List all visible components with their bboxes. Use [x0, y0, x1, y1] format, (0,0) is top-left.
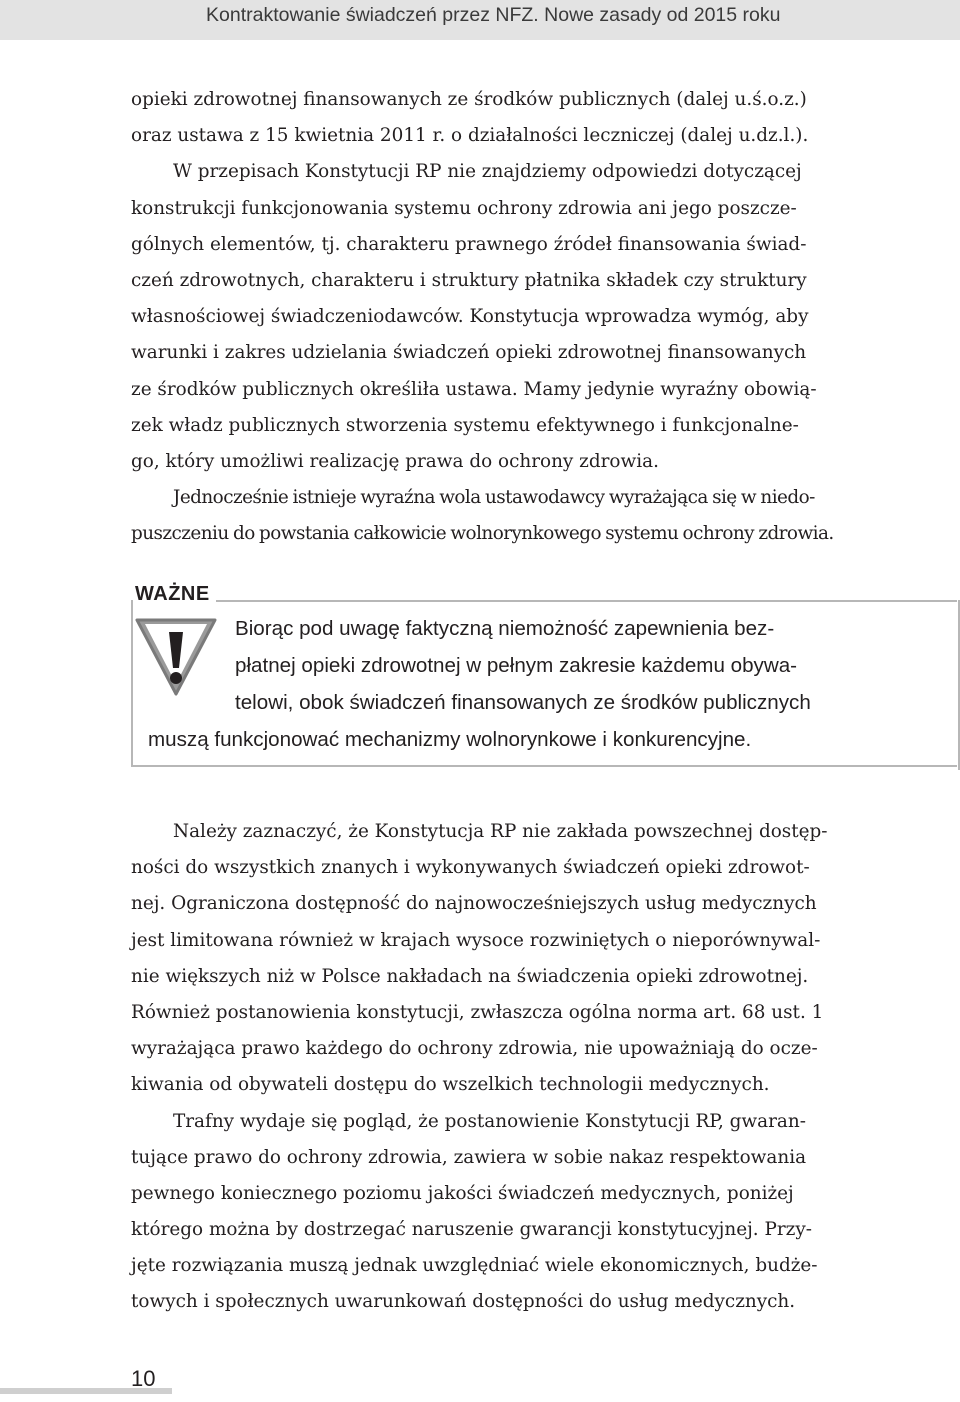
- text-line: ności do wszystkich znanych i wykonywanych świadczeń opieki zdrowot-: [131, 857, 810, 879]
- text-line: Również postanowienia konstytucji, zwłaszcza ogólna norma art. 68 ust. 1: [131, 1001, 824, 1023]
- text-line: nej. Ograniczona dostępność do najnowocześniejszych usług medycznych: [131, 893, 817, 915]
- text-line: go, który umożliwi realizację prawa do ochrony zdrowia.: [131, 450, 659, 472]
- callout-text-line: muszą funkcjonować mechanizmy wolnorynkowe i konkurencyjne.: [148, 728, 752, 751]
- text-line: oraz ustawa z 15 kwietnia 2011 r. o działalności leczniczej (dalej u.dz.l.).: [131, 125, 809, 147]
- text-line: konstrukcji funkcjonowania systemu ochrony zdrowia ani jego poszcze-: [131, 197, 797, 219]
- text-line: Trafny wydaje się pogląd, że postanowienie Konstytucji RP, gwaran-: [173, 1110, 806, 1132]
- text-line: Należy zaznaczyć, że Konstytucja RP nie zakłada powszechnej dostęp-: [173, 821, 828, 842]
- body-text-bottom: [131, 814, 960, 1321]
- text-line: własnościowej świadczeniodawców. Konstytucja wprowadza wymóg, aby: [131, 306, 809, 328]
- callout-text: [148, 610, 960, 758]
- text-line: warunki i zakres udzielania świadczeń opieki zdrowotnej finansowanych: [131, 342, 807, 364]
- text-line: puszczeniu do powstania całkowicie wolnorynkowego systemu ochrony zdrowia.: [131, 523, 834, 545]
- text-line: gólnych elementów, tj. charakteru prawnego źródeł finansowania świad-: [131, 233, 807, 255]
- body-text-top: [131, 82, 960, 552]
- callout-text-line: telowi, obok świadczeń finansowanych ze środków publicznych: [235, 691, 811, 714]
- running-header-title: Kontraktowanie świadczeń przez NFZ. Nowe zasady od 2015 roku: [206, 4, 781, 26]
- page-number: 10: [131, 1366, 156, 1391]
- text-line: towych i społecznych uwarunkowań dostępności do usług medycznych.: [131, 1291, 796, 1313]
- text-line: kiwania od obywateli dostępu do wszelkich technologii medycznych.: [131, 1074, 770, 1096]
- text-line: pewnego koniecznego poziomu jakości świadczeń medycznych, poniżej: [131, 1182, 794, 1204]
- callout-text-line: płatnej opieki zdrowotnej w pełnym zakresie każdemu obywa-: [235, 654, 798, 677]
- text-line: opieki zdrowotnej finansowanych ze środków publicznych (dalej u.ś.o.z.): [131, 89, 807, 110]
- text-line: tujące prawo do ochrony zdrowia, zawiera w sobie nakaz respektowania: [131, 1146, 807, 1168]
- text-line: jest limitowana również w krajach wysoce rozwiniętych o nieporównywal-: [131, 929, 821, 951]
- running-header-band: [0, 0, 960, 40]
- text-line: W przepisach Konstytucji RP nie znajdziemy odpowiedzi dotyczącej: [173, 161, 802, 183]
- text-line: czeń zdrowotnych, charakteru i struktury płatnika składek czy struktury: [131, 269, 807, 291]
- text-line: Jednocześnie istnieje wyraźna wola ustawodawcy wyrażająca się w niedo-: [173, 487, 815, 509]
- text-line: jęte rozwiązania muszą jednak uwzględniać wiele ekonomicznych, budże-: [131, 1255, 818, 1277]
- text-line: którego można by dostrzegać naruszenie gwarancji konstytucyjnej. Przy-: [131, 1219, 812, 1241]
- important-callout: [131, 580, 960, 770]
- text-line: nie większych niż w Polsce nakładach na świadczenia opieki zdrowotnej.: [131, 965, 809, 987]
- callout-label: WAŻNE: [133, 583, 216, 606]
- callout-text-line: Biorąc pod uwagę faktyczną niemożność zapewnienia bez-: [235, 617, 775, 640]
- text-line: zek władz publicznych stworzenia systemu efektywnego i funkcjonalne-: [131, 414, 799, 436]
- text-line: ze środków publicznych określiła ustawa. Mamy jedynie wyraźny obowią-: [131, 378, 817, 400]
- text-line: wyrażająca prawo każdego do ochrony zdrowia, nie upoważniają do ocze-: [131, 1038, 818, 1060]
